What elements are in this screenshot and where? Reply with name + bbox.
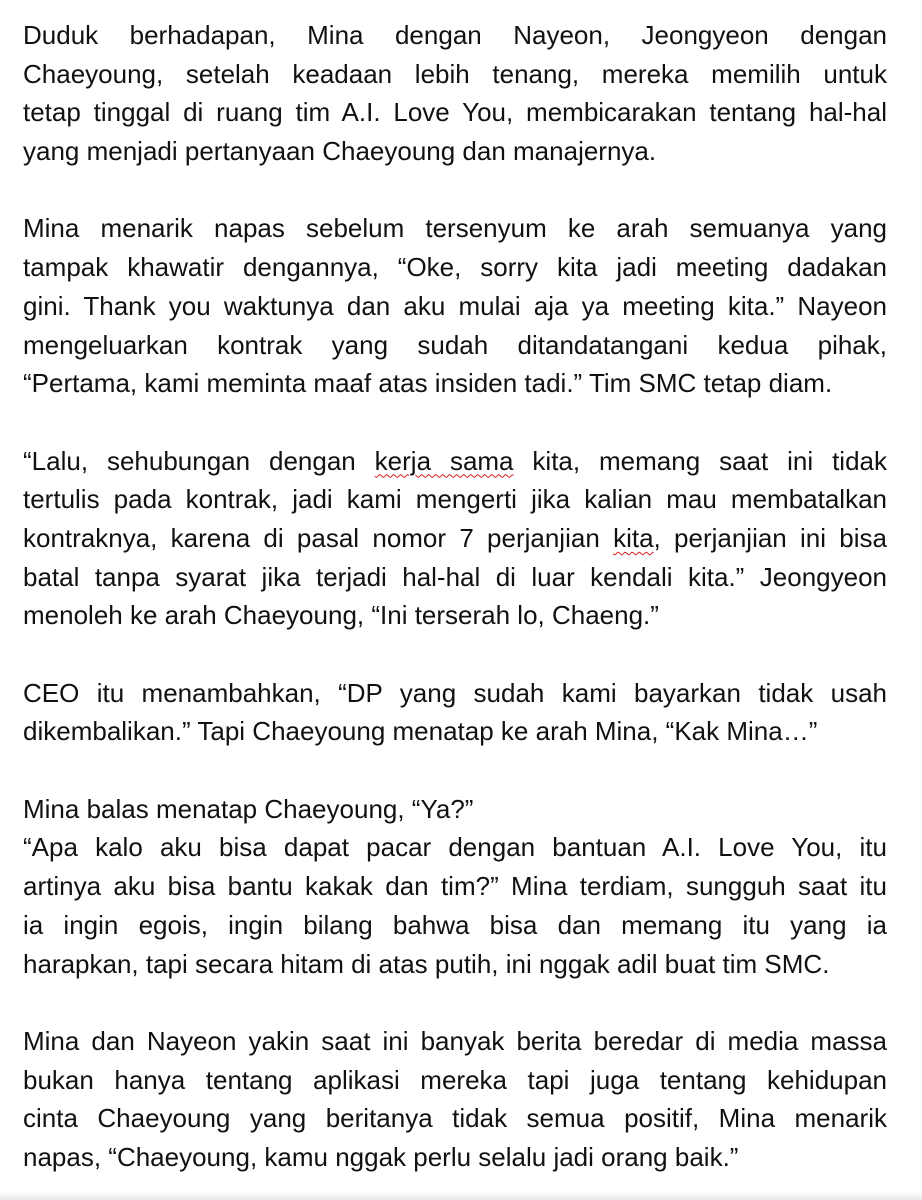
text-line: CEO itu menambahkan, “DP yang sudah kami bayarkan tidak usah: [23, 677, 887, 708]
text-line: ia ingin egois, ingin bilang bahwa bisa dan memang itu yang ia: [23, 909, 887, 940]
bottom-edge-shadow: [0, 1192, 922, 1200]
document-body: [23, 16, 887, 1177]
text-line: [23, 442, 887, 481]
text-line: Mina menarik napas sebelum tersenyum ke arah semuanya yang: [23, 213, 887, 244]
spellcheck-flagged-word[interactable]: kita: [613, 522, 654, 553]
paragraph: [23, 442, 887, 635]
text-line: tertulis pada kontrak, jadi kami mengerti jika kalian mau membatalkan: [23, 484, 887, 515]
text-line: harapkan, tapi secara hitam di atas putih, ini nggak adil buat tim SMC.: [23, 948, 830, 979]
text-line: Chaeyoung, setelah keadaan lebih tenang, mereka memilih untuk: [23, 58, 887, 89]
text-line: Duduk berhadapan, Mina dengan Nayeon, Jeongyeon dengan: [23, 20, 887, 50]
text-line: Mina balas menatap Chaeyoung, “Ya?”: [23, 793, 474, 824]
paragraph-gap: [23, 403, 887, 442]
text-line: mengeluarkan kontrak yang sudah ditandatangani kedua pihak,: [23, 329, 887, 360]
paragraph-gap: [23, 171, 887, 210]
text-line: menoleh ke arah Chaeyoung, “Ini terserah lo, Chaeng.”: [23, 600, 659, 631]
paragraph: [23, 1022, 887, 1177]
paragraph: [23, 674, 887, 751]
text-line: yang menjadi pertanyaan Chaeyoung dan manajernya.: [23, 136, 657, 167]
text-line: “Pertama, kami meminta maaf atas insiden tadi.” Tim SMC tetap diam.: [23, 368, 833, 399]
text-line: napas, “Chaeyoung, kamu nggak perlu selalu jadi orang baik.”: [23, 1141, 739, 1172]
text-run: kontraknya, karena di pasal nomor 7 perjanjian: [23, 522, 614, 553]
text-line: cinta Chaeyoung yang beritanya tidak semua positif, Mina menarik: [23, 1103, 887, 1134]
text-line: Mina dan Nayeon yakin saat ini banyak berita beredar di media massa: [23, 1025, 887, 1056]
paragraph: [23, 790, 887, 983]
spellcheck-flagged-word[interactable]: kerja sama: [374, 445, 514, 476]
text-line: dikembalikan.” Tapi Chaeyoung menatap ke arah Mina, “Kak Mina…”: [23, 716, 818, 747]
paragraph: [23, 16, 887, 171]
text-run: , perjanjian ini bisa: [653, 522, 888, 553]
paragraph-gap: [23, 983, 887, 1022]
text-line: gini. Thank you waktunya dan aku mulai aja ya meeting kita.” Nayeon: [23, 290, 887, 321]
text-line: artinya aku bisa bantu kakak dan tim?” Mina terdiam, sungguh saat itu: [23, 871, 887, 902]
text-line: bukan hanya tentang aplikasi mereka tapi juga tentang kehidupan: [23, 1064, 887, 1095]
paragraph-gap: [23, 635, 887, 674]
text-line: [23, 519, 887, 558]
paragraph: [23, 209, 887, 402]
text-run: “Lalu, sehubungan dengan: [23, 445, 375, 476]
paragraph-gap: [23, 751, 887, 790]
text-line: batal tanpa syarat jika terjadi hal-hal di luar kendali kita.” Jeongyeon: [23, 561, 887, 592]
text-line: “Apa kalo aku bisa dapat pacar dengan bantuan A.I. Love You, itu: [23, 832, 887, 863]
text-line: tampak khawatir dengannya, “Oke, sorry kita jadi meeting dadakan: [23, 252, 887, 283]
text-run: kita, memang saat ini tidak: [513, 445, 887, 476]
text-line: tetap tinggal di ruang tim A.I. Love You, membicarakan tentang hal-hal: [23, 97, 887, 128]
